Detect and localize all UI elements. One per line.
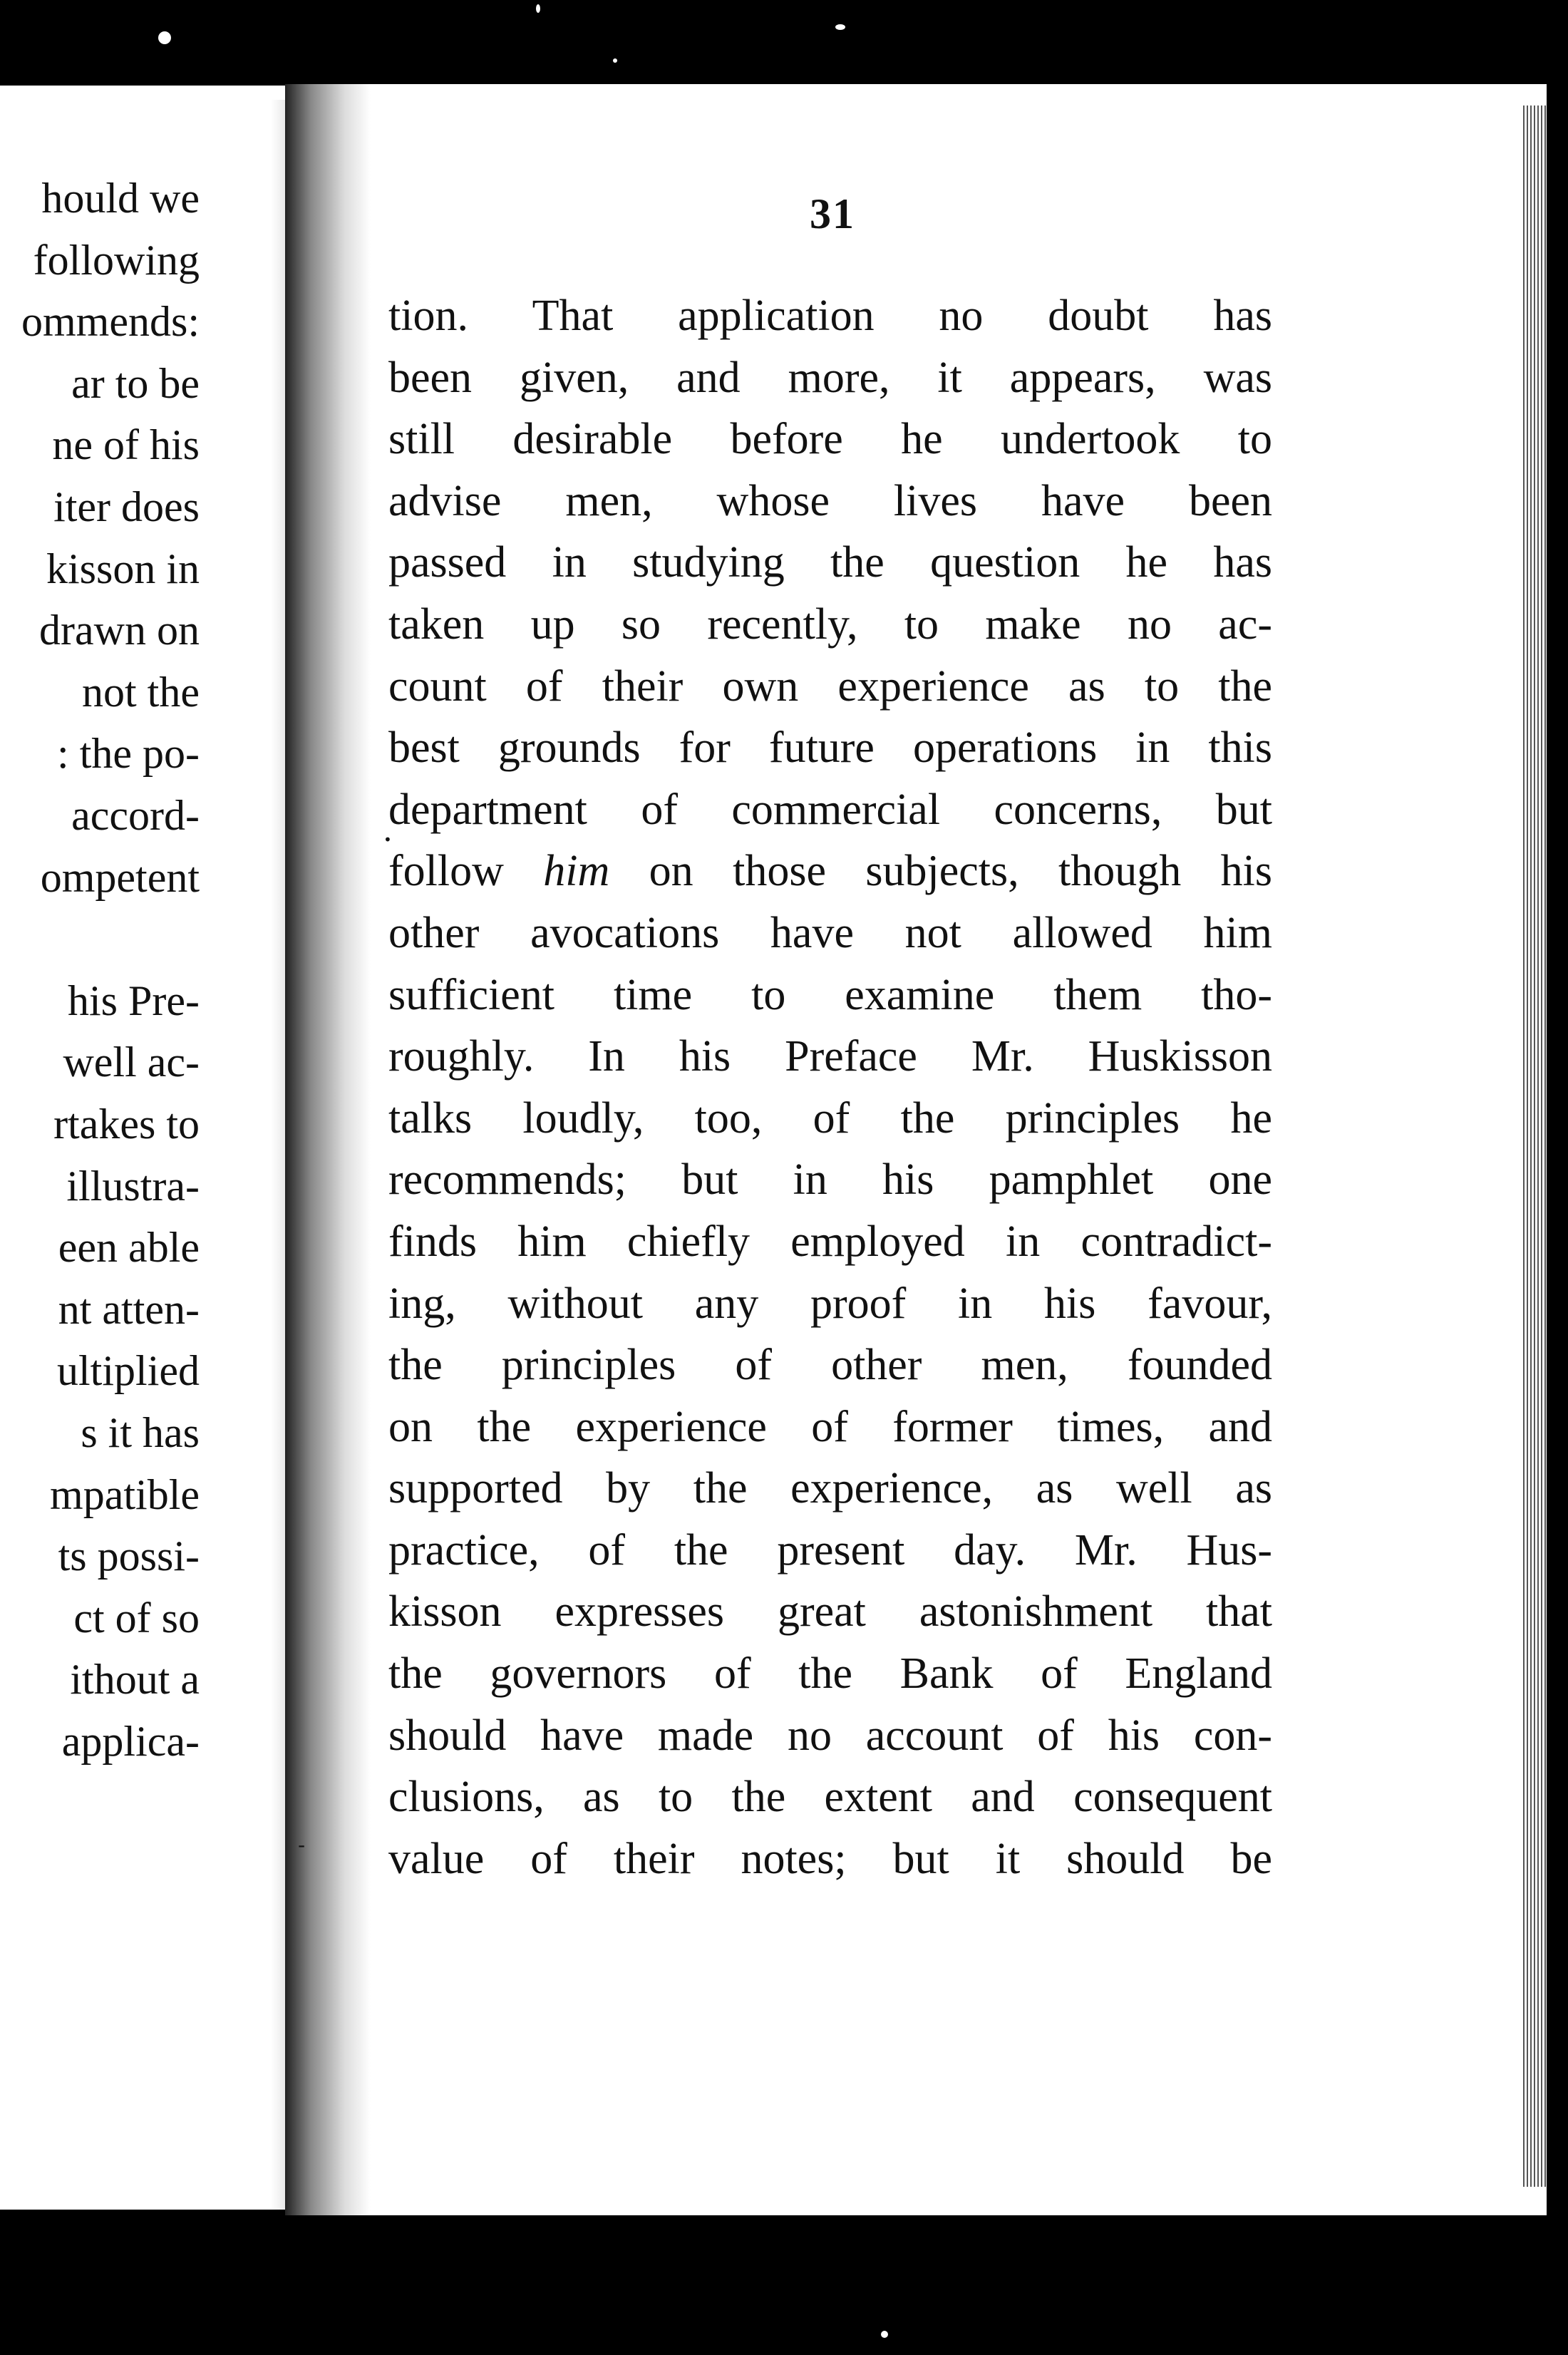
left-page-line: his Pre- (68, 976, 200, 1024)
margin-dot: • (383, 831, 392, 848)
body-text-line: been given, and more, it appears, was (388, 353, 1272, 402)
right-page-gutter-shadow (285, 84, 371, 2215)
left-page-line: ne of his (52, 421, 200, 469)
body-text-line: recommends; but in his pamphlet one (388, 1155, 1272, 1205)
body-text-line: taken up so recently, to make no ac- (388, 599, 1272, 649)
body-text-line: follow him on those subjects, though his (388, 847, 1272, 896)
dust-speck (613, 58, 617, 63)
left-page-line: ts possi- (58, 1532, 200, 1580)
body-text-line: finds him chiefly employed in contradict- (388, 1217, 1272, 1266)
body-text-line: should have made no account of his con- (388, 1711, 1272, 1760)
body-text-line: roughly. In his Preface Mr. Huskisson (388, 1032, 1272, 1081)
body-text-line: sufficient time to examine them tho- (388, 970, 1272, 1019)
body-text-line: kisson expresses great astonishment that (388, 1587, 1272, 1637)
left-page-line: ithout a (70, 1656, 200, 1704)
left-page-line: een able (58, 1224, 200, 1272)
body-text-line: advise men, whose lives have been (388, 476, 1272, 525)
body-text-line: count of their own experience as to the (388, 661, 1272, 711)
left-page-line: iter does (53, 483, 200, 530)
left-page-line: not the (82, 668, 200, 716)
dust-speck (536, 4, 540, 13)
body-text-line: clusions, as to the extent and consequent (388, 1773, 1272, 1822)
body-text-line: the principles of other men, founded (388, 1341, 1272, 1390)
body-text-line: tion. That application no doubt has (388, 292, 1272, 340)
left-page-line: s it has (81, 1409, 200, 1456)
italic-word: him (543, 847, 610, 896)
body-text (388, 285, 1272, 1890)
left-page-line: following (33, 236, 200, 284)
body-text-line: other avocations have not allowed him (388, 908, 1272, 957)
left-page-line: ar to be (71, 359, 200, 407)
left-page (0, 86, 314, 2210)
body-text-line: on the experience of former times, and (388, 1402, 1272, 1451)
body-text-line: supported by the experience, as well as (388, 1464, 1272, 1513)
body-text-line: department of commercial concerns, but (388, 785, 1272, 834)
left-page-line: hould we (41, 175, 200, 222)
page-edges (1521, 105, 1547, 2187)
body-text-line: the governors of the Bank of England (388, 1649, 1272, 1699)
left-page-line: accord- (71, 792, 200, 839)
body-text-line: talks loudly, too, of the principles he (388, 1093, 1272, 1143)
left-page-line: ultiplied (57, 1347, 200, 1395)
left-page-line: well ac- (63, 1039, 200, 1086)
left-page-line: ommends: (21, 298, 200, 346)
dust-speck (881, 2331, 888, 2338)
body-text-line: value of their notes; but it should be (388, 1834, 1272, 1883)
body-text-line: passed in studying the question he has (388, 538, 1272, 587)
dust-speck (158, 31, 171, 44)
body-text-line: still desirable before he undertook to (388, 415, 1272, 464)
left-page-line: ct of so (73, 1594, 200, 1642)
left-page-line: mpatible (50, 1470, 200, 1518)
left-page-line: illustra- (66, 1162, 200, 1210)
body-text-line: best grounds for future operations in this (388, 723, 1272, 773)
left-page-line: rtakes to (53, 1101, 200, 1148)
left-page-line: kisson in (46, 545, 200, 592)
left-page-line: nt atten- (58, 1285, 200, 1333)
left-page-line: ompetent (40, 853, 200, 901)
left-page-line: applica- (61, 1718, 200, 1765)
margin-dash: - (298, 1833, 306, 1857)
left-page-line: drawn on (39, 607, 200, 654)
left-page-line: : the po- (57, 730, 200, 778)
body-text-line: practice, of the present day. Mr. Hus- (388, 1525, 1272, 1575)
body-text-line: ing, without any proof in his favour, (388, 1279, 1272, 1328)
dust-speck (835, 24, 845, 30)
page-number: 31 (810, 190, 855, 237)
